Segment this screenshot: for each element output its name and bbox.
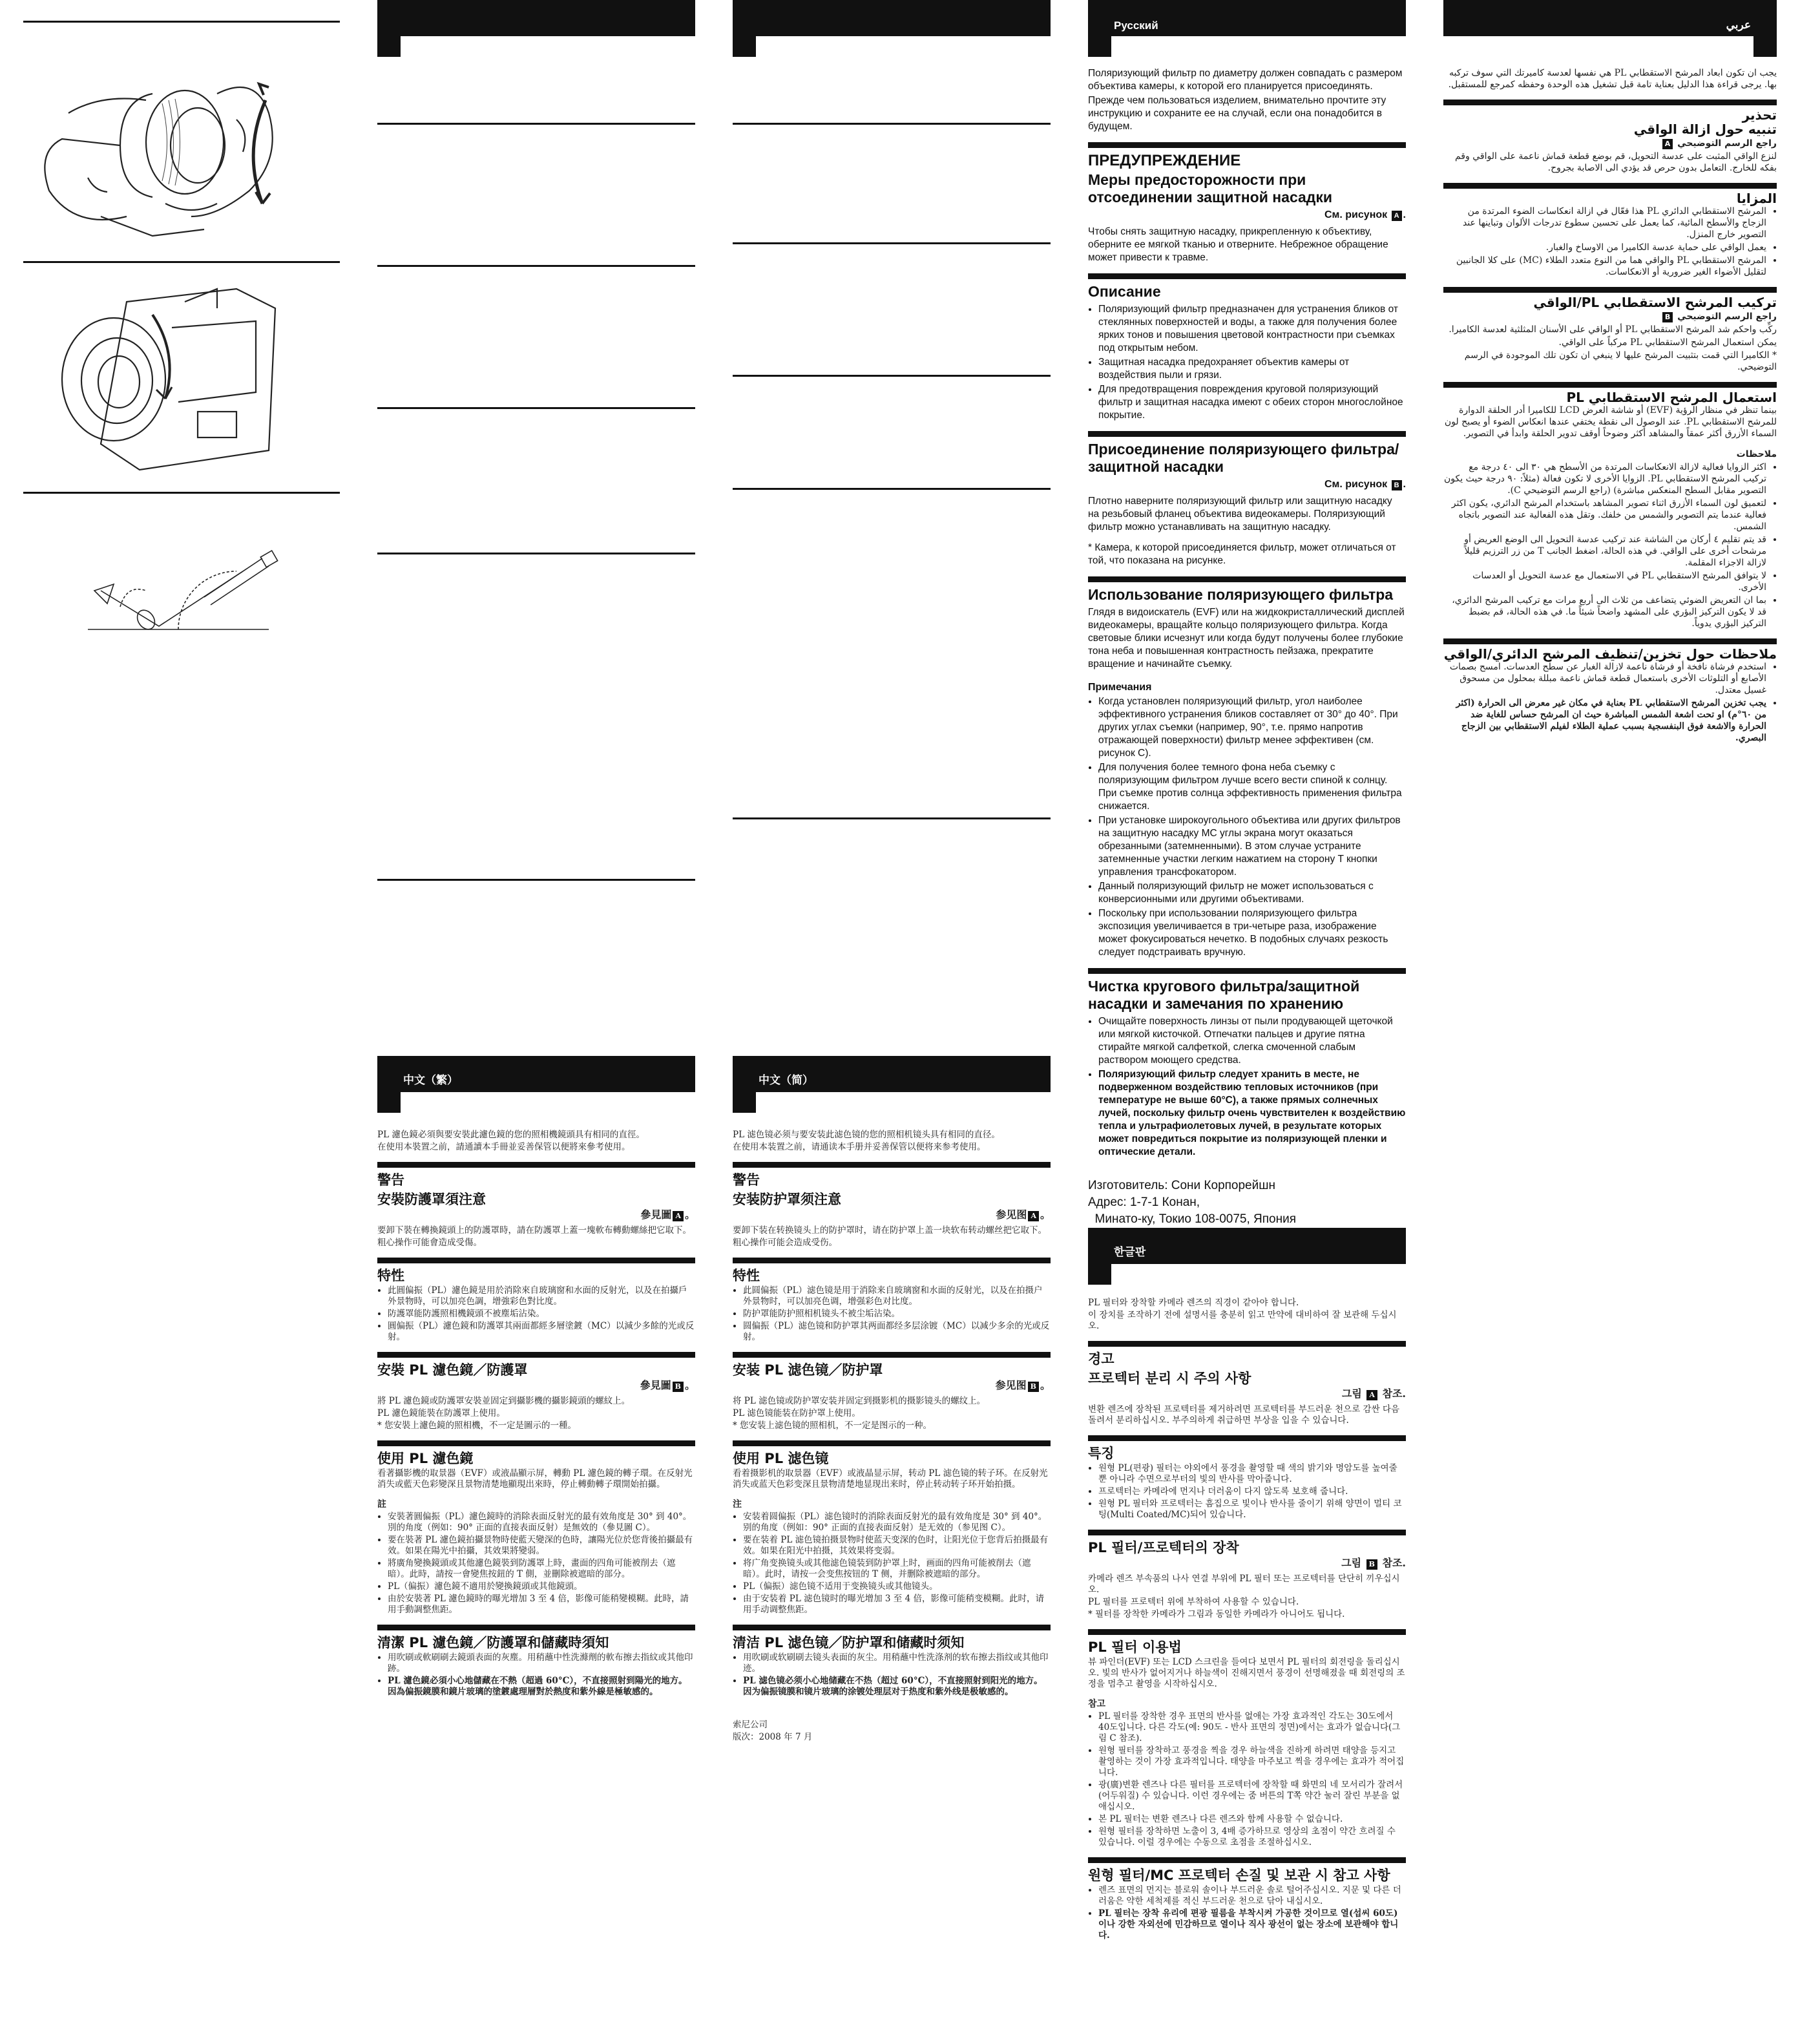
language-label: Русский — [1114, 19, 1158, 32]
section-rule — [733, 1162, 1051, 1168]
list-item: • 프로텍터는 카메라에 먼지나 더러움이 다지 않도록 보호해 줍니다. — [1098, 1486, 1406, 1497]
list-item: • لا يتوافق المرشح الاستقطابي PL في الاستعمال مع عدسة التحويل أو العدسات الأخرى. — [1443, 570, 1766, 593]
russian-section — [1088, 0, 1406, 1245]
use-title: 使用 PL 濾色鏡 — [377, 1451, 474, 1466]
list-item: • يجب تخزين المرشح الاستقطابي PL بعناية في مكان غير معرض الى الحرارة (اكثر من ٦٠°م) او تحت اشعة الشمس المباشرة حيث ان المرشح حساس للغاية ضد الحرارة والاشعة فوق البنفسجية بسبب عملية الطلاء لفيلم الاستقطابي بين الزجاج البصري. — [1443, 697, 1766, 744]
attach-text: 将 PL 滤色镜或防护罩安装并固定到摄影机的摄影镜头的螺纹上。 — [733, 1396, 986, 1406]
attach-text: * 您安装上滤色镜的照相机，不一定是图示的一种。 — [733, 1420, 932, 1431]
list-item: • بما ان التعريض الضوئي يتضاعف من ثلاث الى أربع مرات مع تركيب المرشح الدائري، قد لا يكون التركيز البؤري على المشهد واضحاً شيئاً ما. في هذه الحالة، قم بضبط التركيز البؤري يدوياً. — [1443, 595, 1766, 629]
figure-a-badge: A — [1662, 139, 1673, 149]
attach-title: 安裝 PL 濾色鏡／防護罩 — [377, 1362, 528, 1378]
korean-section — [1088, 1228, 1406, 1943]
list-item: • 由於安裝著 PL 濾色鏡時的曝光增加 3 至 4 倍，影像可能稍變模糊。此時，請用手動調整焦距。 — [388, 1594, 695, 1616]
features-title: المزايا — [1736, 191, 1777, 206]
notes-title: ملاحظات — [1736, 449, 1777, 459]
care-title: 清洁 PL 滤色镜／防护罩和储藏时须知 — [733, 1635, 965, 1650]
warning-title: تحذير — [1742, 107, 1777, 123]
list-item: • При установке широкоугольного объектива или других фильтров на защитную насадку MC углы экрана могут оказаться обрезанными (затемненными). В этом случае устраните затемненные участки легким нажатием на сторону T кнопки управления трансфокатором. — [1098, 814, 1406, 879]
list-item: • Для предотвращения повреждения круговой поляризующий фильтр и защитная насадка имеют с обеих сторон многослойное покрытие. — [1098, 383, 1406, 422]
intro-line: PL 滤色镜必须与要安装此滤色镜的您的照相机镜头具有相同的直径。 — [733, 1130, 1000, 1140]
header-tab — [1088, 1264, 1111, 1285]
section-rule — [377, 1258, 695, 1263]
figure-b-attach-filter — [23, 263, 340, 489]
attach-text: PL 濾色鏡能裝在防護罩上使用。 — [377, 1408, 505, 1418]
intro-line: PL 필터와 장착할 카메라 렌즈의 직경이 같아야 합니다. — [1088, 1298, 1299, 1308]
intro-line: PL 濾色鏡必須與要安裝此濾色鏡的您的照相機鏡頭具有相同的直徑。 — [377, 1130, 645, 1140]
notes-list — [1088, 695, 1406, 959]
section-rule — [1088, 1530, 1406, 1535]
intro-line: 在使用本装置之前，请通读本手册并妥善保管以便将来参考使用。 — [733, 1142, 986, 1152]
figure-b-badge: B — [673, 1382, 684, 1392]
care-title: Чистка кругового фильтра/защитной насадки и замечания по хранению — [1088, 978, 1360, 1012]
section-rule — [1443, 100, 1777, 105]
figure-a-protector-removal — [23, 23, 340, 258]
language-label: عربي — [1726, 19, 1751, 32]
imprint-line: Минато-ку, Токио 108-0075, Япония — [1088, 1212, 1296, 1226]
use-text: 뷰 파인더(EVF) 또는 LCD 스크린을 들여다 보면서 PL 필터의 회전링을 돌리십시오. 빛의 반사가 없어지거나 하늘색이 진해지면서 풍경이 선명해졌을 때 회전링의 조정을 멈추고 촬영을 시작하십시오. — [1088, 1657, 1405, 1689]
intro-text: يجب ان تكون ابعاد المرشح الاستقطابي PL هي نفسها لعدسة كاميرتك التي سوف تركبه بها. يرجى قراءة هذا الدليل بعناية تامة قبل تشغيل هذه الوحدة وحفظه كمرجع للمستقبل. — [1448, 68, 1777, 90]
notes-list — [1443, 461, 1777, 629]
intro-line: 이 장치를 조작하기 전에 설명서를 충분히 읽고 만약에 대비하여 잘 보관해 두십시오. — [1088, 1310, 1397, 1331]
list-item: • يعمل الواقي على حماية عدسة الكاميرا من الاوساخ والغبار. — [1443, 242, 1766, 253]
header-tab — [1088, 36, 1111, 57]
attach-title: PL 필터/프로텍터의 장착 — [1088, 1540, 1239, 1555]
header-tab — [733, 36, 756, 57]
section-header — [733, 1056, 1051, 1092]
warning-text: 要卸下裝在轉換鏡頭上的防護罩時，請在防護罩上蓋一塊軟布轉動螺絲把它取下。 — [377, 1225, 691, 1236]
figure-reference: См. рисунок A . — [1324, 209, 1406, 220]
list-item: • PL 濾色鏡必須小心地儲藏在不熱（超過 60°C），不直接照射到陽光的地方。因為偏振鏡膜和鏡片玻璃的塗鍍處理層對於熱度和紫外線是極敏感的。 — [388, 1676, 695, 1698]
list-item: • 將廣角變換鏡頭或其他濾色鏡裝到防護罩上時，畫面的四角可能被削去（遮暗）。此時，請按一會變焦按鈕的 T 側，並刪除被遮暗的部分。 — [388, 1558, 695, 1580]
features-list — [377, 1285, 695, 1343]
figure-reference: 그림 A 참조. — [1341, 1387, 1406, 1400]
list-item: • PL（偏振）滤色镜不适用于变换镜头或其他镜头。 — [743, 1581, 1051, 1592]
section-rule — [733, 1352, 1051, 1358]
list-item: • Поляризующий фильтр следует хранить в месте, не подверженном воздействию тепловых источников (при температуре не выше 60°C), а также прямых солнечных лучей, поскольку фильтр очень чувствителен к воздействию тепла и ультрафиолетовых лучей, в результате которых может повредиться покрытие из поляризующей пленки и оптические детали. — [1098, 1068, 1406, 1159]
language-label: 中文（简） — [759, 1074, 813, 1087]
blank-column-2 — [377, 0, 695, 36]
warning-subtitle: Меры предосторожности при отсоединении защитной насадки — [1088, 171, 1333, 205]
section-rule — [733, 1625, 1051, 1630]
attach-text: * 您安裝上濾色鏡的照相機，不一定是圖示的一種。 — [377, 1420, 577, 1431]
list-item: • قد يتم تقليم ٤ أركان من الشاشة عند تركيب عدسة التحويل الى الوضع العريض أو مرشحات أخرى على الواقي. في هذه الحالة، اضغط الجانب T من زر الترزيم قليلاً لازالة الاجزاء المقلمة. — [1443, 534, 1766, 569]
language-label: 한글판 — [1114, 1246, 1146, 1259]
warning-text: Чтобы снять защитную насадку, прикрепленную к объективу, оберните ее мягкой тканью и отверните. Небрежное обращение может привести к травме. — [1088, 226, 1388, 263]
header-tab — [1753, 36, 1777, 57]
attach-title: 安装 PL 滤色镜／防护罩 — [733, 1362, 883, 1378]
section-rule — [1088, 142, 1406, 148]
language-label: 中文（繁） — [403, 1074, 458, 1087]
figure-a-badge: A — [1366, 1390, 1377, 1400]
care-title: ملاحظات حول تخزين/تنظيف المرشح الدائري/الواقي — [1443, 646, 1777, 662]
intro-line: Поляризующий фильтр по диаметру должен совпадать с размером объектива камеры, к которой его планируется присоединять. — [1088, 68, 1403, 92]
figure-reference: См. рисунок B . — [1324, 479, 1406, 490]
arabic-section — [1443, 0, 1777, 745]
attach-text: Плотно наверните поляризующий фильтр или защитную насадку на резьбовый фланец объектива видеокамеры. Поляризующий фильтр можно устанавливать на защитную насадку. — [1088, 496, 1392, 532]
list-item: • 安装着圆偏振（PL）滤色镜时的消除表面反射光的最有效角度是 30° 到 40°。别的角度（例如：90° 正面的直接表面反射）是无效的（参见图 C）。 — [743, 1512, 1051, 1533]
use-text: 看着摄影机的取景器（EVF）或液晶显示屏，转动 PL 滤色镜的转子环。在反射光消失或蓝天色彩变深且景物清楚地显现出来时，停止转动转子环开始拍摄。 — [733, 1468, 1048, 1490]
imprint-line: Изготовитель: Сони Корпорейшн — [1088, 1179, 1275, 1192]
list-item: • PL（偏振）濾色鏡不適用於變換鏡頭或其他鏡頭。 — [388, 1581, 695, 1592]
section-rule — [1088, 1341, 1406, 1347]
column-header-bar — [733, 0, 1051, 36]
section-header — [1443, 0, 1777, 36]
list-item: • 防护罩能防护照相机镜头不被尘垢沾染。 — [743, 1309, 1051, 1320]
features-title: 特性 — [377, 1268, 404, 1283]
list-item: • 圓偏振（PL）濾色鏡和防護罩其兩面都經多層塗鍍（MC）以減少多餘的光或反射。 — [388, 1321, 695, 1343]
traditional-chinese-section — [377, 1056, 695, 1699]
care-list — [377, 1652, 695, 1698]
list-item: • 安裝著圓偏振（PL）濾色鏡時的消除表面反射光的最有效角度是 30° 到 40°。別的角度（例如：90° 正面的直接表面反射）是無效的（參見圖 C）。 — [388, 1512, 695, 1533]
list-item: • Очищайте поверхность линзы от пыли продувающей щеточкой или мягкой кисточкой. Отпечатки пальцев и другие пятна стирайте мягкой салфеткой, слегка смоченной слабым раствором моющего средства. — [1098, 1015, 1406, 1067]
list-item: • Когда установлен поляризующий фильтр, угол наиболее эффективного устранения бликов составляет от 30° до 40°. При других углах съемки (например, 90°, т.е. прямо напротив отражающей поверхности) фильтр менее эффективен (см. рисунок C). — [1098, 695, 1406, 760]
use-text: Глядя в видоискатель (EVF) или на жидкокристаллический дисплей видеокамеры, вращайте кольцо поляризующего фильтра. Когда световые блики исчезнут или когда будут получены более глубокие тона неба и повышенная контрастность пейзажа, прекратите вращение и начинайте съемку. — [1088, 607, 1405, 669]
section-header — [1088, 1228, 1406, 1264]
figure-reference: 그림 B 참조. — [1341, 1557, 1406, 1569]
figure-a-badge: A — [673, 1211, 684, 1221]
warning-subtitle: 프로텍터 분리 시 주의 사항 — [1088, 1371, 1251, 1386]
section-rule — [733, 1440, 1051, 1446]
figure-b-badge: B — [1366, 1559, 1377, 1570]
warning-title: 경고 — [1088, 1351, 1115, 1367]
header-tab — [733, 1092, 756, 1113]
attach-text: PL 필터를 프로텍터 위에 부착하여 사용할 수 있습니다. — [1088, 1597, 1299, 1607]
section-header — [1088, 0, 1406, 36]
list-item: • المرشح الاستقطابي الدائري PL هذا فعّال في ازالة انعكاسات الضوء المرتدة من الزجاج والأسطح المائية، كما يعمل على تحسين سطوع تدرجات الألوان وتباينها عند التصوير خارج المنزل. — [1443, 205, 1766, 240]
section-rule — [1088, 968, 1406, 974]
attach-text: 카메라 렌즈 부속품의 나사 연결 부위에 PL 필터 또는 프로텍터를 단단히 끼우십시오. — [1088, 1574, 1400, 1595]
list-item: • 此圓偏振（PL）濾色鏡是用於消除來自玻璃窗和水面的反射光，以及在拍攝戶外景物時，可以加亮色調，增強彩色對比度。 — [388, 1285, 695, 1307]
section-rule — [1088, 431, 1406, 437]
description-title: Описание — [1088, 283, 1161, 300]
warning-title: 警告 — [733, 1172, 760, 1188]
warning-text: لنزع الواقي المثبت على عدسة التحويل، قم بوضع قطعة قماش ناعمة على الواقي وقم بفكه للخارج. التعامل بدون حرص قد يؤدي الى الاصابة بجروح. — [1454, 151, 1777, 173]
section-rule — [1443, 382, 1777, 388]
list-item: • 원형 PL(편광) 필터는 야외에서 풍경을 촬영할 때 색의 밝기와 명암도를 높여줄 뿐 아니라 수면으로부터의 빛의 반사를 막아줍니다. — [1098, 1463, 1406, 1485]
section-rule — [1088, 1857, 1406, 1863]
use-text: 看著攝影機的取景器（EVF）或液晶顯示屏，轉動 PL 濾色鏡的轉子環。在反射光消失或藍天色彩變深且景物清楚地顯現出來時，停止轉動轉子環開始拍攝。 — [377, 1468, 693, 1490]
section-rule — [377, 1352, 695, 1358]
use-title: PL 필터 이용법 — [1088, 1639, 1182, 1655]
notes-list — [377, 1512, 695, 1616]
figure-b-badge: B — [1392, 480, 1402, 490]
section-rule — [1088, 1629, 1406, 1635]
list-item: • PL 滤色镜必须小心地储藏在不热（超过 60°C），不直接照射到阳光的地方。因为偏振镜膜和镜片玻璃的涂镀处理层对于热度和紫外线是极敏感的。 — [743, 1676, 1051, 1698]
notes-list — [1088, 1711, 1406, 1848]
section-header — [377, 1056, 695, 1092]
list-item: • 렌즈 표면의 먼지는 블로워 솔이나 부드러운 솔로 털어주십시오. 지문 및 다른 더러움은 약한 세척제를 적신 부드러운 천으로 닦아 내십시오. — [1098, 1885, 1406, 1907]
header-tab — [377, 1092, 401, 1113]
intro-line: Прежде чем пользоваться изделием, внимательно прочтите эту инструкцию и сохраните ее на случай, если она понадобится в будущем. — [1088, 95, 1387, 132]
list-item: • 用吹刷或软刷刷去镜头表面的灰尘。用稍蘸中性洗涤剂的软布擦去指纹或其他印迹。 — [743, 1652, 1051, 1674]
figure-c-angle-diagram — [23, 494, 340, 688]
simplified-chinese-section — [733, 1056, 1051, 1744]
section-rule — [377, 1440, 695, 1446]
notes-list — [733, 1512, 1051, 1616]
figure-reference: راجع الرسم التوضيحي A — [1443, 138, 1777, 149]
attach-text: * الكاميرا التي قمت بتثبيت المرشح عليها لا ينبغي ان تكون تلك الموجودة في الرسم التوضيحي. — [1464, 350, 1777, 372]
list-item: • Защитная насадка предохраняет объектив камеры от воздействия пыли и грязи. — [1098, 356, 1406, 382]
figure-reference: راجع الرسم التوضيحي B — [1443, 311, 1777, 322]
section-rule — [1088, 273, 1406, 279]
list-item: • لتعميق لون السماء الأزرق اثناء تصوير المشاهد باستخدام المرشح الدائري، يكون اكثر فعالية عندما يتم التصوير والشمس من خلفك. وتقل هذه الفعالية عند التصوير باتجاه الشمس. — [1443, 498, 1766, 532]
list-item: • 원형 필터를 장착하고 풍경을 찍을 경우 하늘색을 진하게 하려면 태양을 등지고 촬영하는 것이 가장 효과적입니다. 태양을 마주보고 찍을 경우에는 효과가 적어집니다. — [1098, 1745, 1406, 1778]
warning-text: 粗心操作可能会造成受伤。 — [733, 1238, 837, 1248]
list-item: • PL 필터는 장착 유리에 편광 필름을 부착시켜 가공한 것이므로 열(섭씨 60도)이나 강한 자외선에 민감하므로 열이나 직사 광선이 없는 장소에 보관해야 합니다. — [1098, 1908, 1406, 1941]
list-item: • 要在装着 PL 滤色镜拍摄景物时使蓝天变深的色时，让阳光位于您背后拍摄最有效。如果在阳光中拍摄，其效果将变弱。 — [743, 1535, 1051, 1557]
description-list — [1088, 303, 1406, 422]
care-list — [1088, 1015, 1406, 1159]
section-rule — [1088, 576, 1406, 582]
care-title: 원형 필터/MC 프로텍터 손질 및 보관 시 참고 사항 — [1088, 1868, 1390, 1883]
list-item: • استخدم فرشاة نافخة أو فرشاة ناعمة لازالة الغبار عن سطح العدسات. امسح بصمات الأصابع أو التلوثات الأخرى باستعمال قطعة قماش ناعمة مبللة بمحلول من مسحوق غسيل معتدل. — [1443, 661, 1766, 696]
care-list — [1088, 1885, 1406, 1941]
warning-title: ПРЕДУПРЕЖДЕНИЕ — [1088, 152, 1241, 169]
features-list — [733, 1285, 1051, 1343]
imprint-line: Адрес: 1-7-1 Конан, — [1088, 1196, 1200, 1209]
attach-title: تركيب المرشح الاستقطابي PL/الواقي — [1533, 295, 1777, 310]
use-title: Использование поляризующего фильтра — [1088, 586, 1394, 603]
list-item: • 광(廣)변환 렌즈나 다른 필터를 프로텍터에 장착할 때 화면의 네 모서리가 잘려서(어두워질) 수 있습니다. 이런 경우에는 줌 버튼의 T쪽 약간 눌러 잘린 부분을 없애십시오. — [1098, 1780, 1406, 1813]
use-title: 使用 PL 滤色镜 — [733, 1451, 829, 1466]
list-item: • 要在裝著 PL 濾色鏡拍攝景物時使藍天變深的色時，讓陽光位於您背後拍攝最有效。如果在陽光中拍攝，其效果將變弱。 — [388, 1535, 695, 1557]
column-header-bar — [377, 0, 695, 36]
use-text: بينما تنظر في منظار الرؤية (EVF) أو شاشة العرض LCD للكاميرا أدر الحلقة الدوارة للمرشح الاستقطابي PL. عند الوصول الى نقطة يختفي عندها انعكاس الضوء أو يصبح لون السماء الأزرق أكثر عمقاً والمشاهد أكثر وضوحاً أوقف تدوير الحلقة وابدأ في التصوير. — [1444, 405, 1777, 439]
section-rule — [1088, 1435, 1406, 1441]
attach-title: Присоединение поляризующего фильтра/защитной насадки — [1088, 441, 1399, 475]
attach-text: PL 滤色镜能装在防护罩上使用。 — [733, 1408, 861, 1418]
figure-a-badge: A — [1028, 1211, 1039, 1221]
care-list — [1443, 661, 1777, 744]
figure-b-badge: B — [1662, 312, 1673, 322]
section-rule — [1443, 638, 1777, 644]
blank-column-3 — [733, 0, 1051, 36]
attach-text: ركِّب واحكم شد المرشح الاستقطابي PL أو الواقي على الأسنان المثلثية لعدسة الكاميرا. — [1449, 324, 1777, 335]
use-title: استعمال المرشح الاستقطابي PL — [1566, 390, 1777, 405]
attach-text: * 필터를 장착한 카메라가 그림과 동일한 카메라가 아니어도 됩니다. — [1088, 1609, 1345, 1619]
features-list — [1088, 1463, 1406, 1521]
warning-title: 警告 — [377, 1172, 404, 1188]
illustration-column — [23, 0, 340, 690]
figure-reference: 參見圖 B 。 — [640, 1379, 695, 1391]
figure-reference: 参见图 B 。 — [995, 1379, 1051, 1391]
list-item: • 此圆偏振（PL）滤色镜是用于消除来自玻璃窗和水面的反射光，以及在拍摄户外景物时，可以加亮色调，增强彩色对比度。 — [743, 1285, 1051, 1307]
list-item: • Для получения более темного фона неба съемку с поляризующим фильтром лучше всего вести спиной к солнцу. При съемке против солнца эффективность применения фильтра снижается. — [1098, 761, 1406, 813]
section-rule — [1443, 287, 1777, 293]
figure-reference: 參見圖 A 。 — [640, 1208, 695, 1221]
attach-note: * Камера, к которой присоединяется фильтр, может отличаться от той, что показана на рисунке. — [1088, 542, 1396, 566]
features-list — [1443, 205, 1777, 278]
attach-text: يمكن استعمال المرشح الاستقطابي PL مركباً على الواقي. — [1558, 337, 1777, 348]
warning-text: 粗心操作可能會造成受傷。 — [377, 1238, 482, 1248]
list-item: • 将广角变换镜头或其他滤色镜装到防护罩上时，画面的四角可能被削去（遮暗）。此时，请按一会变焦按钮的 T 侧，并删除被遮暗的部分。 — [743, 1558, 1051, 1580]
notes-title: 注 — [733, 1499, 742, 1510]
figure-reference: 参见图 A 。 — [996, 1208, 1051, 1221]
warning-text: 변환 렌즈에 장착된 프로텍터를 제거하려면 프로텍터를 부드러운 천으로 감싼 다음 돌려서 분리하십시오. 부주의하게 취급하면 부상을 입을 수 있습니다. — [1088, 1404, 1400, 1426]
list-item: • 본 PL 필터는 변환 렌즈나 다른 렌즈와 함께 사용할 수 없습니다. — [1098, 1814, 1406, 1825]
features-title: 특징 — [1088, 1446, 1115, 1461]
section-rule — [377, 1625, 695, 1630]
list-item: • المرشح الاستقطابي PL والواقي هما من النوع متعدد الطلاء (MC) على كلا الجانبين لتقليل الأضواء الغير ضرورية أو الانعكاسات. — [1443, 255, 1766, 278]
notes-title: 참고 — [1088, 1699, 1106, 1709]
list-item: • Поскольку при использовании поляризующего фильтра экспозиция увеличивается в три-четыре раза, изображение может фокусироваться нечетко. В подобных случаях резкость следует подстраивать вручную. — [1098, 907, 1406, 959]
notes-title: Примечания — [1088, 682, 1152, 693]
section-rule — [733, 1258, 1051, 1263]
list-item: • 防護罩能防護照相機鏡頭不被塵垢沾染。 — [388, 1309, 695, 1320]
section-rule — [377, 1162, 695, 1168]
notes-title: 註 — [377, 1499, 386, 1510]
list-item: • 원형 PL 필터와 프로텍터는 흠집으로 빛이나 반사를 줄이기 위해 양면이 멀티 코팅(Multi Coated/MC)되어 있습니다. — [1098, 1499, 1406, 1521]
attach-text: 將 PL 濾色鏡或防護罩安裝並固定到攝影機的攝影鏡頭的螺紋上。 — [377, 1396, 631, 1406]
list-item: • 圆偏振（PL）滤色镜和防护罩其两面都经多层涂镀（MC）以减少多余的光或反射。 — [743, 1321, 1051, 1343]
care-list — [733, 1652, 1051, 1698]
list-item: • 用吹刷或軟刷刷去鏡頭表面的灰塵。用稍蘸中性洗滌劑的軟布擦去指紋或其他印跡。 — [388, 1652, 695, 1674]
intro-line: 在使用本裝置之前，請通讀本手冊並妥善保管以便將來參考使用。 — [377, 1142, 631, 1152]
features-title: 特性 — [733, 1268, 760, 1283]
figure-b-badge: B — [1028, 1382, 1039, 1392]
section-rule — [1443, 183, 1777, 189]
maker-name: 索尼公司 — [733, 1720, 768, 1730]
warning-text: 要卸下装在转换镜头上的防护罩时，请在防护罩上盖一块软布转动螺丝把它取下。 — [733, 1225, 1047, 1236]
list-item: • 원형 필터를 장착하면 노출이 3, 4배 증가하므로 영상의 초점이 약간 흐려질 수 있습니다. 이럴 경우에는 수동으로 초점을 조절하십시오. — [1098, 1826, 1406, 1848]
warning-subtitle: 安裝防護罩須注意 — [377, 1192, 486, 1207]
list-item: • Данный поляризующий фильтр не может использоваться с конверсионными или другими объективами. — [1098, 880, 1406, 906]
header-tab — [377, 36, 401, 57]
list-item: • PL 필터를 장착한 경우 표면의 반사를 없애는 가장 효과적인 각도는 30도에서 40도입니다. 다른 각도(예: 90도 - 반사 표면의 정면)에서는 효과가 없습니다(그림 C 참조). — [1098, 1711, 1406, 1744]
edition-date: 版次：2008 年 7 月 — [733, 1732, 813, 1742]
list-item: • Поляризующий фильтр предназначен для устранения бликов от стеклянных поверхностей и воды, а также для получения более ярких тонов и повышения цветовой контрастности при съемках под открытым небом. — [1098, 303, 1406, 355]
warning-subtitle: 安装防护罩须注意 — [733, 1192, 841, 1207]
list-item: • 由于安装着 PL 滤色镜时的曝光增加 3 至 4 倍，影像可能稍变模糊。此时，请用手动调整焦距。 — [743, 1594, 1051, 1616]
care-title: 清潔 PL 濾色鏡／防護罩和儲藏時須知 — [377, 1635, 609, 1650]
list-item: • اكثر الزوايا فعالية لازالة الانعكاسات المرتدة من الأسطح هي ٣٠ الى ٤٠ درجة مع تركيب المرشح الاستقطابي PL. الزوايا الأخرى لا تكون فعالة (مثلاً: ٩٠ درجة حيث يكون التصوير مقابل السطح المنعكس مباشرة) (راجع الرسم التوضيحي C). — [1443, 461, 1766, 496]
figure-a-badge: A — [1392, 211, 1402, 221]
warning-subtitle: تنبيه حول ازالة الواقي — [1633, 121, 1777, 137]
